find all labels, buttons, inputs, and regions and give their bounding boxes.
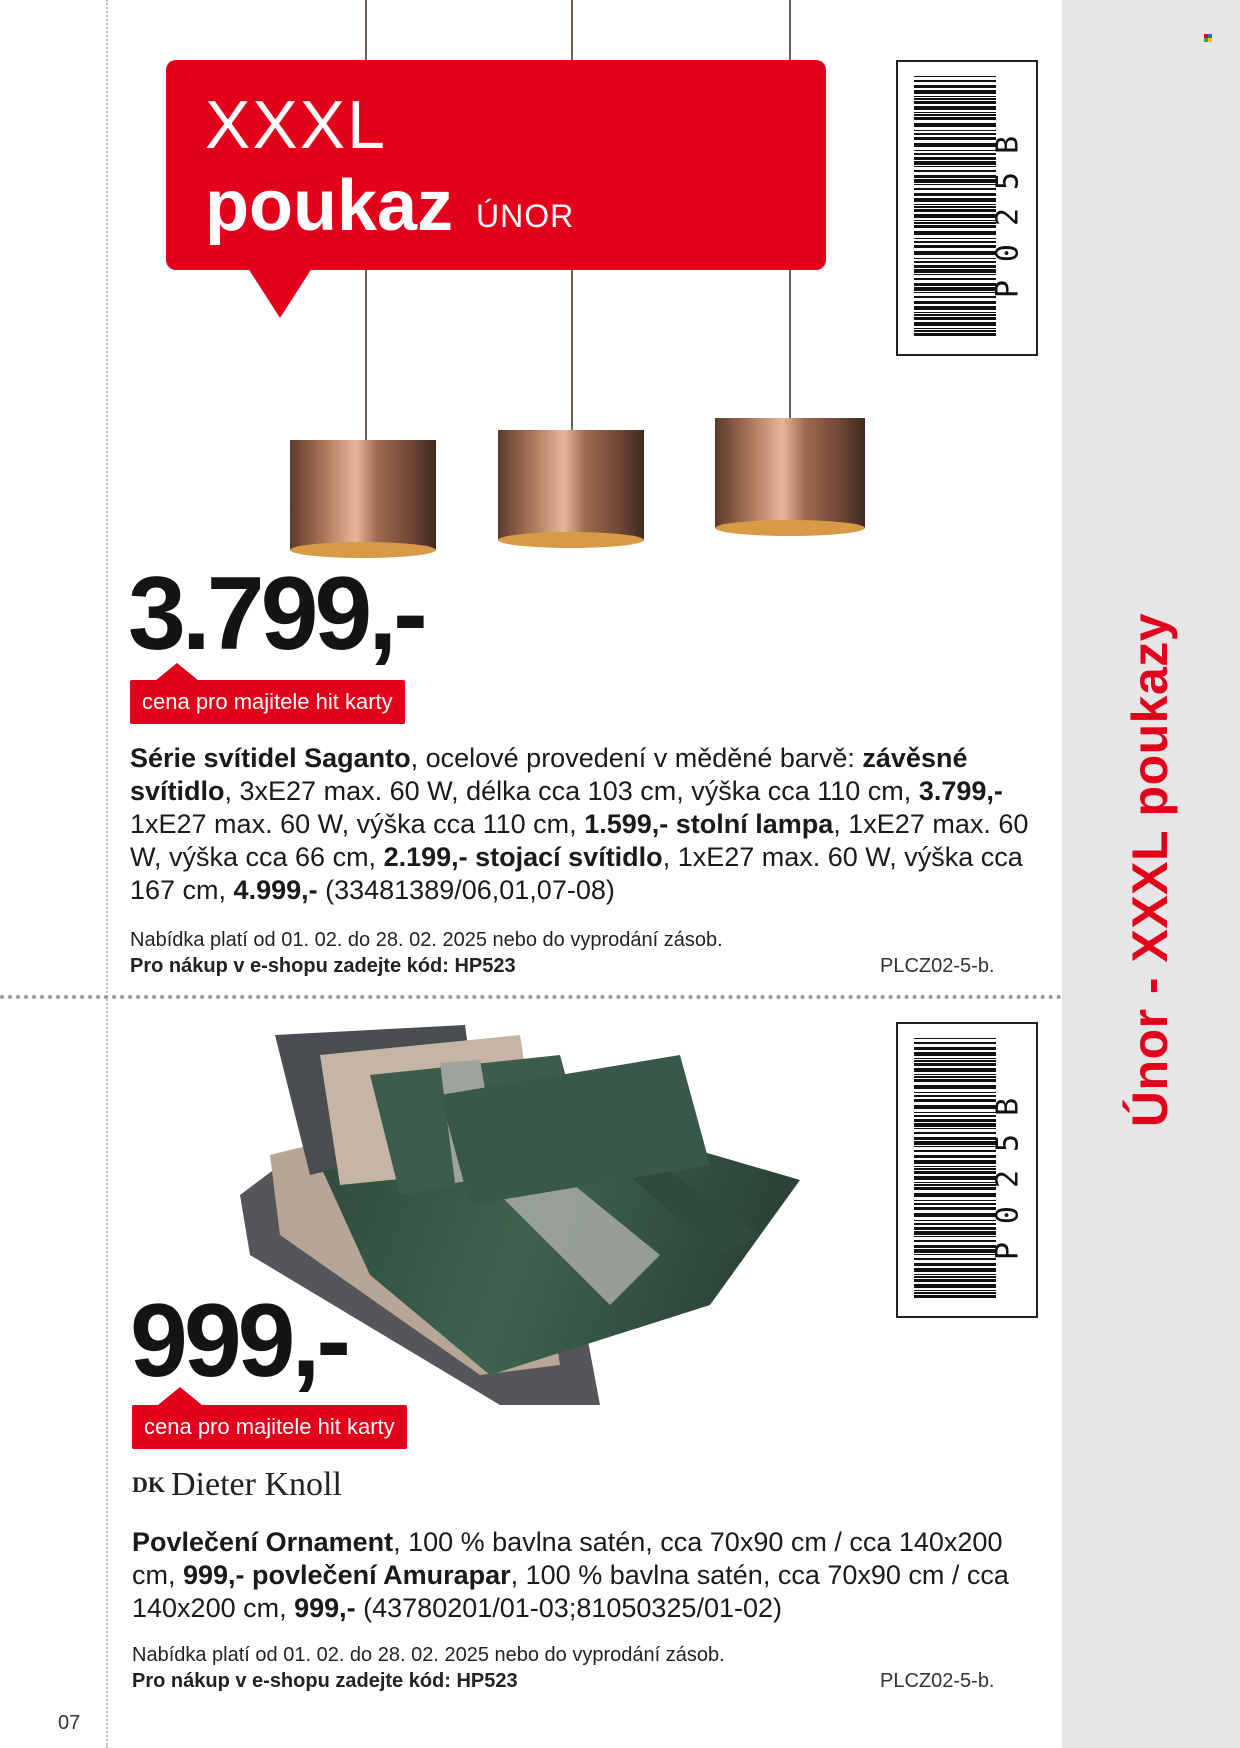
corner-mark-icon — [1204, 34, 1212, 42]
eshop-code: Pro nákup v e-shopu zadejte kód: HP523 — [132, 1670, 518, 1692]
barcode-code: P025B — [990, 1079, 1026, 1261]
description-segment: , 3xE27 max. 60 W, délka cca 103 cm, výška cca 110 cm, — [224, 776, 919, 806]
description-segment: 2.199,- stojací svítidlo — [383, 842, 663, 872]
sidebar-title: Únor - XXXL poukazy — [1122, 612, 1178, 1128]
description-segment: (33481389/06,01,07-08) — [317, 875, 615, 905]
pendant-lamp-image — [285, 410, 875, 560]
brand-mark-icon: DK — [132, 1472, 165, 1497]
description-segment: , 100 % bavlna satén, cca 70x90 cm / cca 140x200 cm, — [132, 1560, 1009, 1623]
description-segment: (43780201/01-03;81050325/01-02) — [355, 1593, 782, 1623]
product-description — [132, 1526, 1012, 1625]
description-segment: , ocelové provedení v měděné barvě: — [410, 743, 863, 773]
description-segment: , 100 % bavlna satén, cca 70x90 cm / cca 140x200 cm, — [132, 1527, 1003, 1590]
description-segment: 3.799,- — [918, 776, 1003, 806]
banner-month: ÚNOR — [476, 198, 575, 234]
description-segment: , 1xE27 max. 60 W, výška cca 66 cm, — [130, 809, 1029, 872]
description-segment: 1.599,- stolní lampa — [584, 809, 834, 839]
page-number: 07 — [58, 1712, 81, 1734]
price: 3.799,- — [128, 556, 424, 672]
offer-validity: Nabídka platí od 01. 02. do 28. 02. 2025 nebo do vyprodání zásob. — [132, 1644, 725, 1666]
badge-pointer — [158, 1387, 202, 1405]
barcode — [896, 1022, 1038, 1318]
offer-reference: PLCZ02-5-b. — [880, 1670, 995, 1692]
brand-name: Dieter Knoll — [171, 1466, 342, 1503]
voucher-banner-pointer — [244, 262, 316, 318]
eshop-code: Pro nákup v e-shopu zadejte kód: HP523 — [130, 955, 516, 977]
banner-title-poukaz: poukaz — [205, 166, 454, 246]
offer-validity: Nabídka platí od 01. 02. do 28. 02. 2025 nebo do vyprodání zásob. — [130, 929, 723, 951]
description-segment: 999,- — [294, 1593, 356, 1623]
brand-logo — [132, 1466, 342, 1504]
product-description — [130, 742, 1030, 907]
description-segment: Povlečení Ornament — [132, 1527, 394, 1557]
barcode-code: P025B — [990, 117, 1026, 299]
description-segment: Série svítidel Saganto — [130, 743, 411, 773]
description-segment: , 1xE27 max. 60 W, výška cca 167 cm, — [130, 842, 1023, 905]
hit-card-badge: cena pro majitele hit karty — [132, 1405, 407, 1449]
price: 999,- — [130, 1283, 348, 1399]
description-segment: závěsné svítidlo — [130, 743, 968, 806]
description-segment: 1xE27 max. 60 W, výška cca 110 cm, — [130, 809, 585, 839]
hit-card-badge: cena pro majitele hit karty — [130, 680, 405, 724]
banner-title-xxxl: XXXL — [205, 87, 387, 163]
description-segment: 999,- povlečení Amurapar — [183, 1560, 511, 1590]
cut-line-horizontal — [0, 995, 1062, 999]
description-segment: 4.999,- — [233, 875, 318, 905]
offer-reference: PLCZ02-5-b. — [880, 955, 995, 977]
badge-pointer — [155, 663, 199, 681]
barcode — [896, 60, 1038, 356]
cut-line-vertical — [106, 0, 108, 1748]
